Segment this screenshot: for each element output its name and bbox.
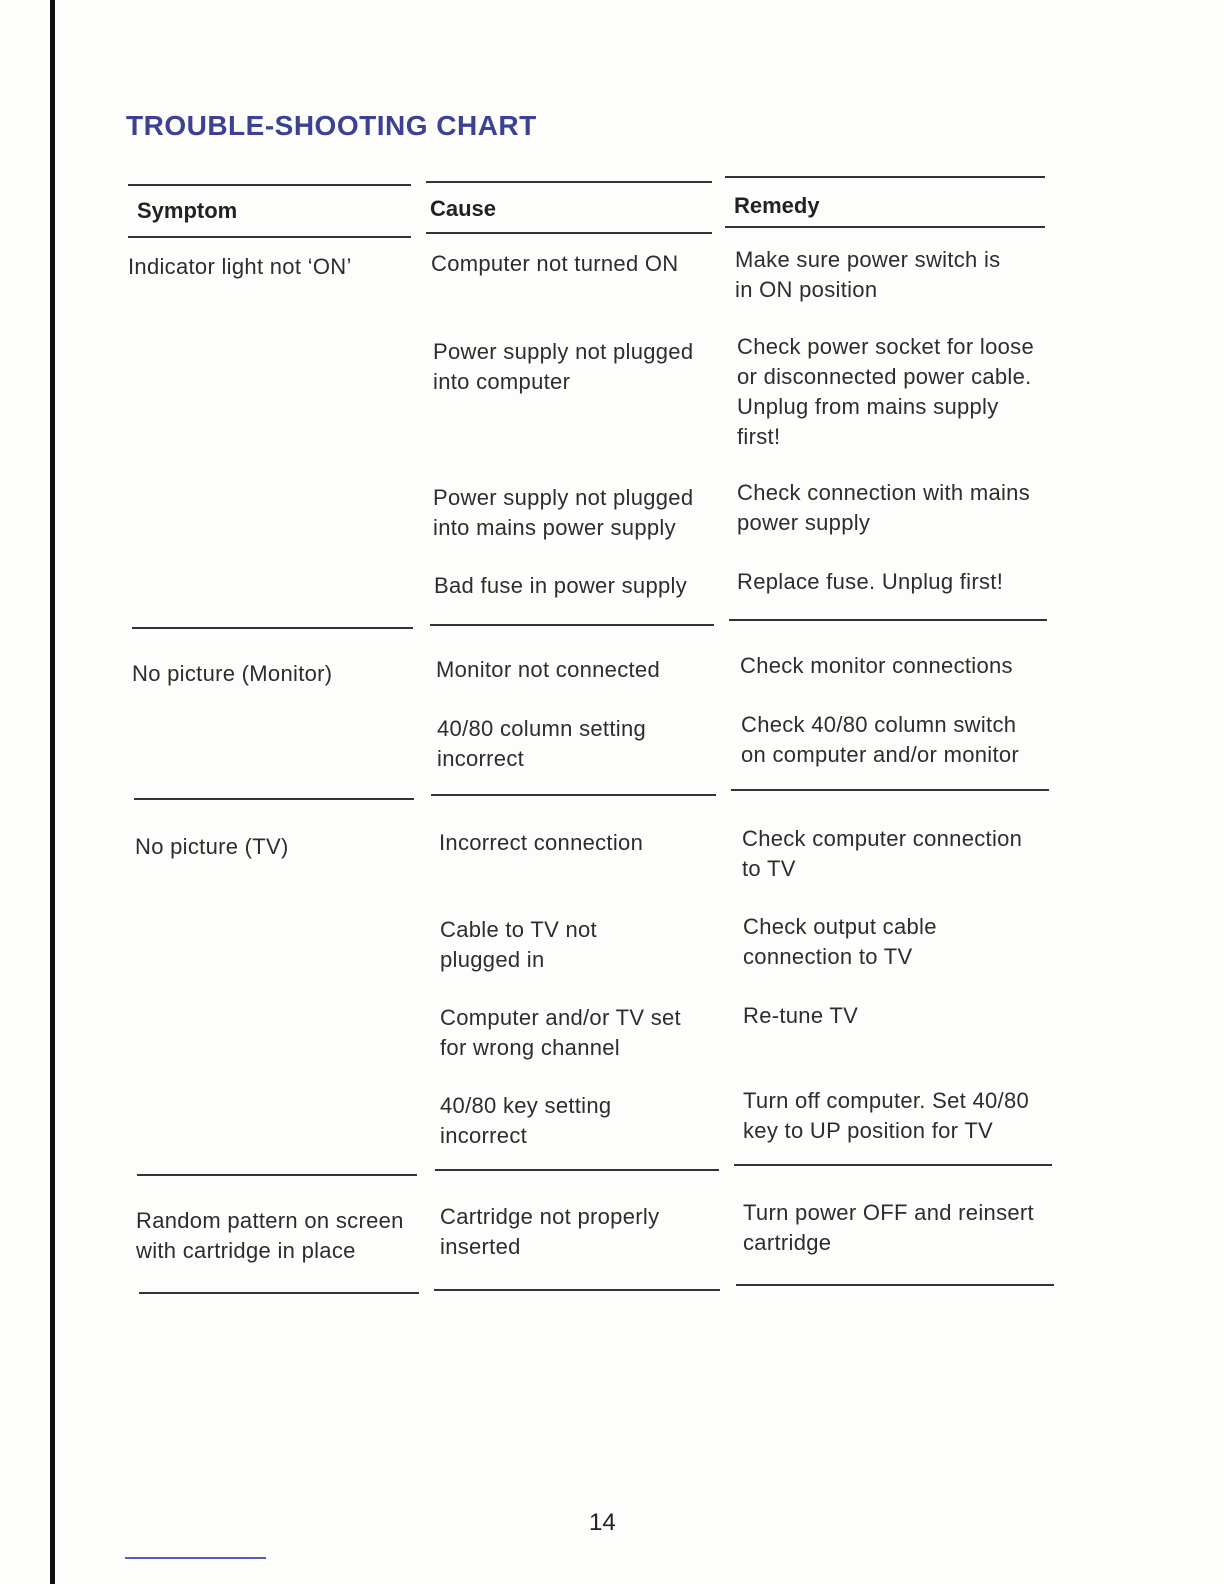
divider: [430, 624, 714, 626]
divider: [736, 1284, 1054, 1286]
cause: 40/80 column setting incorrect: [437, 716, 647, 771]
divider: [734, 1164, 1052, 1166]
cause: 40/80 key setting incorrect: [440, 1093, 612, 1148]
cause: Incorrect connection: [439, 830, 644, 855]
remedy: Re-tune TV: [743, 1003, 859, 1028]
divider: [435, 1169, 719, 1171]
cause: Power supply not plugged into mains power supply: [433, 485, 694, 540]
divider: [431, 794, 716, 796]
header-cause: Cause: [430, 196, 497, 221]
divider: [137, 1174, 417, 1176]
cause: Cable to TV not plugged in: [440, 917, 597, 972]
cause: Monitor not connected: [436, 657, 660, 682]
symptom: No picture (Monitor): [132, 661, 333, 686]
divider: [426, 232, 712, 234]
remedy: Check 40/80 column switch on computer and/or monitor: [741, 712, 1020, 767]
remedy: Check monitor connections: [740, 653, 1013, 678]
cause: Computer and/or TV set for wrong channel: [440, 1005, 681, 1060]
divider: [725, 226, 1045, 228]
cause: Bad fuse in power supply: [434, 573, 688, 598]
footer-rule: [125, 1557, 266, 1559]
cause: Power supply not plugged into computer: [433, 339, 694, 394]
remedy: Replace fuse. Unplug first!: [737, 569, 1004, 594]
divider: [128, 236, 411, 238]
symptom: Random pattern on screen with cartridge in place: [136, 1208, 404, 1263]
divider: [128, 184, 411, 186]
header-remedy: Remedy: [734, 193, 820, 218]
symptom: Indicator light not ‘ON’: [128, 254, 352, 279]
remedy: Make sure power switch is in ON position: [735, 247, 1001, 302]
remedy: Check output cable connection to TV: [743, 914, 937, 969]
divider: [725, 176, 1045, 178]
remedy: Turn power OFF and reinsert cartridge: [743, 1200, 1034, 1255]
page-edge: [50, 0, 55, 1584]
cause: Computer not turned ON: [431, 251, 679, 276]
divider: [434, 1289, 720, 1291]
remedy: Turn off computer. Set 40/80 key to UP position for TV: [743, 1088, 1030, 1143]
divider: [731, 789, 1049, 791]
page-title: TROUBLE-SHOOTING CHART: [126, 110, 537, 141]
divider: [132, 627, 413, 629]
remedy: Check computer connection to TV: [742, 826, 1023, 881]
divider: [729, 619, 1047, 621]
divider: [139, 1292, 419, 1294]
divider: [426, 181, 712, 183]
remedy: Check power socket for loose or disconnected power cable. Unplug from mains supply first!: [737, 334, 1034, 449]
divider: [134, 798, 414, 800]
header-symptom: Symptom: [137, 198, 238, 223]
remedy: Check connection with mains power supply: [737, 480, 1031, 535]
cause: Cartridge not properly inserted: [440, 1204, 660, 1259]
page-number: 14: [589, 1509, 616, 1536]
symptom: No picture (TV): [135, 834, 289, 859]
